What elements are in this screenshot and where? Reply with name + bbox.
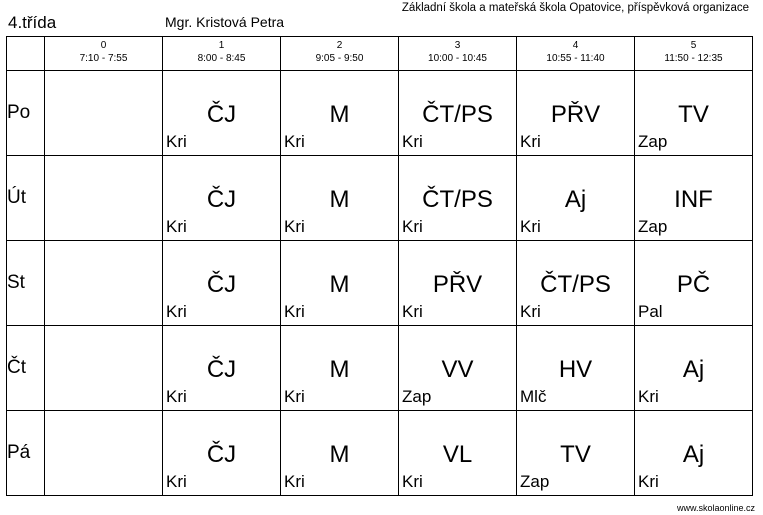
lesson-teacher: Kri [520, 217, 541, 236]
lesson-teacher: Kri [166, 302, 187, 321]
day-row [7, 326, 753, 411]
lesson-cell[interactable] [399, 326, 517, 411]
lesson-teacher: Kri [520, 132, 541, 151]
lesson-cell[interactable] [635, 71, 753, 156]
day-label: Po [7, 71, 45, 156]
day-row [7, 71, 753, 156]
period-number: 0 [100, 40, 107, 51]
lesson-subject: PŘV [550, 101, 601, 128]
lesson-cell[interactable] [517, 71, 635, 156]
period-number: 4 [572, 40, 579, 51]
website-link[interactable]: www.skolaonline.cz [676, 503, 755, 513]
lesson-subject: PČ [676, 271, 711, 298]
period-header [281, 37, 399, 71]
lesson-cell[interactable] [517, 326, 635, 411]
lesson-teacher: Kri [166, 472, 187, 491]
lesson-subject: ČT/PS [422, 101, 493, 128]
class-teacher: Mgr. Kristová Petra [165, 14, 285, 30]
lesson-teacher: Kri [166, 132, 187, 151]
lesson-teacher: Kri [402, 217, 423, 236]
period-header [635, 37, 753, 71]
lesson-teacher: Kri [402, 302, 423, 321]
timetable [6, 36, 753, 496]
lesson-subject: VV [441, 356, 474, 383]
period-time: 7:10 - 7:55 [79, 53, 128, 64]
lesson-cell[interactable] [45, 241, 163, 326]
day-label: Út [7, 156, 45, 241]
lesson-subject: ČJ [206, 101, 237, 128]
lesson-teacher: Kri [402, 472, 423, 491]
lesson-subject: Aj [564, 186, 587, 213]
lesson-teacher: Kri [284, 302, 305, 321]
day-row [7, 156, 753, 241]
period-number: 5 [690, 40, 697, 51]
class-name: 4.třída [8, 13, 57, 32]
lesson-cell[interactable] [45, 326, 163, 411]
day-row [7, 411, 753, 496]
lesson-cell[interactable] [517, 411, 635, 496]
lesson-teacher: Zap [520, 472, 550, 491]
lesson-teacher: Kri [638, 472, 659, 491]
lesson-cell[interactable] [399, 71, 517, 156]
lesson-teacher: Kri [284, 217, 305, 236]
lesson-teacher: Kri [284, 472, 305, 491]
lesson-teacher: Kri [402, 132, 423, 151]
lesson-cell[interactable] [45, 156, 163, 241]
corner-cell [7, 37, 45, 71]
lesson-teacher: Kri [166, 387, 187, 406]
lesson-cell[interactable] [281, 241, 399, 326]
lesson-cell[interactable] [399, 411, 517, 496]
period-time: 10:55 - 11:40 [546, 53, 605, 64]
lesson-subject: INF [674, 186, 713, 213]
lesson-cell[interactable] [163, 71, 281, 156]
lesson-teacher: Pal [638, 302, 663, 321]
lesson-cell[interactable] [281, 326, 399, 411]
lesson-cell[interactable] [635, 326, 753, 411]
lesson-teacher: Kri [166, 217, 187, 236]
lesson-cell[interactable] [635, 156, 753, 241]
lesson-teacher: Kri [284, 132, 305, 151]
lesson-subject: M [329, 101, 350, 128]
lesson-cell[interactable] [281, 71, 399, 156]
day-label: St [7, 241, 45, 326]
period-header [163, 37, 281, 71]
lesson-cell[interactable] [517, 156, 635, 241]
day-row [7, 241, 753, 326]
lesson-subject: ČT/PS [540, 271, 611, 298]
lesson-teacher: Zap [402, 387, 432, 406]
lesson-teacher: Zap [638, 217, 668, 236]
day-label: Čt [7, 326, 45, 411]
period-header [399, 37, 517, 71]
period-header-row [7, 37, 753, 71]
lesson-subject: ČJ [206, 441, 237, 468]
period-number: 2 [336, 40, 343, 51]
period-time: 9:05 - 9:50 [315, 53, 364, 64]
lesson-cell[interactable] [163, 156, 281, 241]
lesson-cell[interactable] [635, 411, 753, 496]
lesson-cell[interactable] [399, 241, 517, 326]
period-time: 11:50 - 12:35 [664, 53, 723, 64]
lesson-teacher: Kri [520, 302, 541, 321]
lesson-subject: Aj [682, 356, 705, 383]
period-number: 3 [454, 40, 461, 51]
lesson-cell[interactable] [45, 411, 163, 496]
lesson-subject: HV [558, 356, 593, 383]
lesson-subject: ČJ [206, 186, 237, 213]
lesson-subject: M [329, 441, 350, 468]
lesson-teacher: Mlč [520, 387, 547, 406]
lesson-cell[interactable] [163, 411, 281, 496]
period-time: 8:00 - 8:45 [197, 53, 246, 64]
lesson-teacher: Kri [284, 387, 305, 406]
lesson-teacher: Zap [638, 132, 668, 151]
lesson-cell[interactable] [163, 241, 281, 326]
day-label: Pá [7, 411, 45, 496]
lesson-subject: M [329, 186, 350, 213]
lesson-subject: ČT/PS [422, 186, 493, 213]
lesson-subject: TV [560, 441, 591, 468]
period-header [45, 37, 163, 71]
lesson-subject: ČJ [206, 356, 237, 383]
lesson-cell[interactable] [45, 71, 163, 156]
lesson-cell[interactable] [163, 326, 281, 411]
period-header [517, 37, 635, 71]
period-time: 10:00 - 10:45 [428, 53, 487, 64]
lesson-subject: VL [442, 441, 473, 468]
lesson-subject: M [329, 356, 350, 383]
lesson-subject: ČJ [206, 271, 237, 298]
lesson-subject: PŘV [432, 271, 483, 298]
lesson-cell[interactable] [281, 156, 399, 241]
lesson-cell[interactable] [399, 156, 517, 241]
lesson-cell[interactable] [635, 241, 753, 326]
lesson-subject: Aj [682, 441, 705, 468]
lesson-subject: TV [678, 101, 709, 128]
lesson-teacher: Kri [638, 387, 659, 406]
period-number: 1 [218, 40, 225, 51]
school-name: Základní škola a mateřská škola Opatovice, příspěvková organizace [401, 2, 749, 14]
lesson-cell[interactable] [517, 241, 635, 326]
lesson-subject: M [329, 271, 350, 298]
lesson-cell[interactable] [281, 411, 399, 496]
